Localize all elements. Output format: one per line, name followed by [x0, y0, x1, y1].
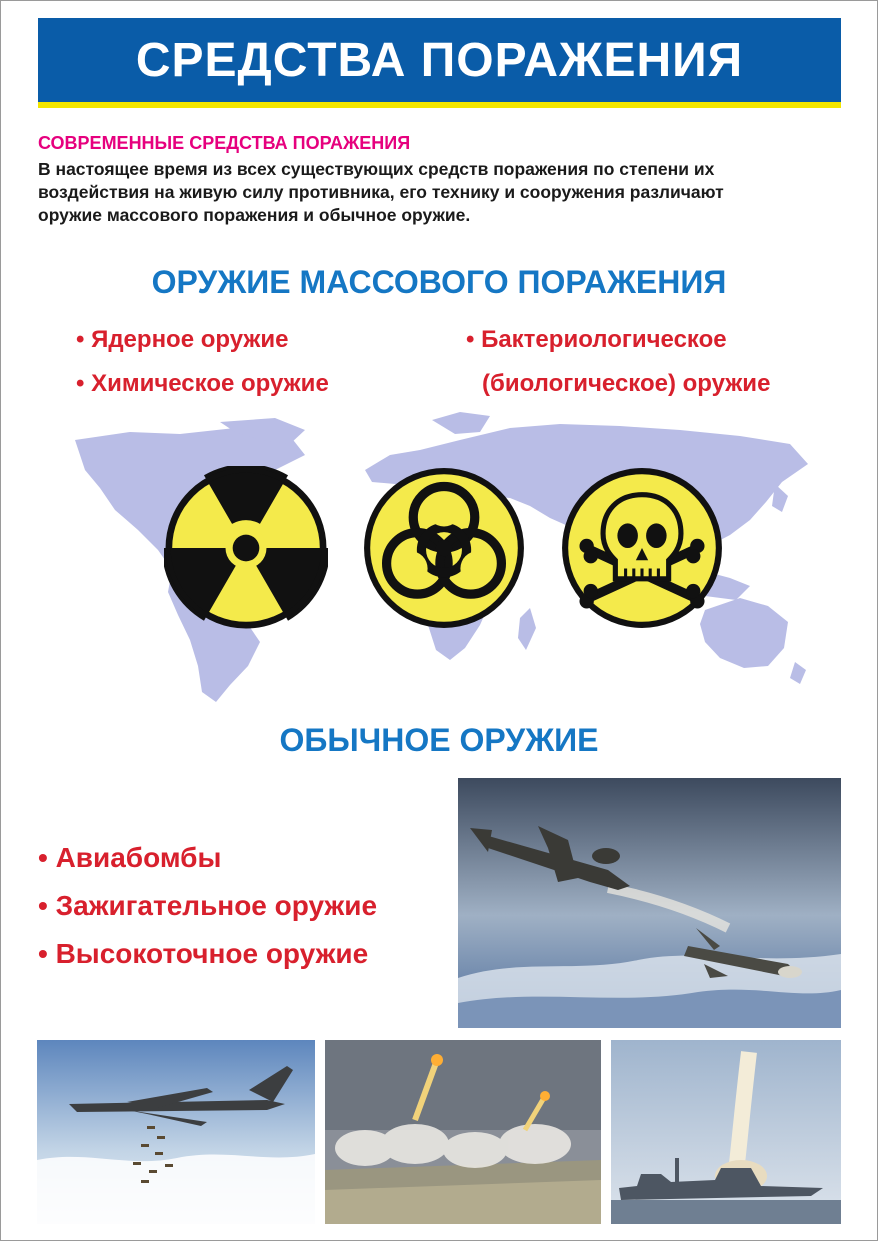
biohazard-icon: [362, 466, 526, 630]
conventional-weapons-title: ОБЫЧНОЕ ОРУЖИЕ: [279, 722, 599, 758]
list-item: • Ядерное оружие: [76, 326, 289, 353]
skull-crossbones-icon: [560, 466, 724, 630]
mass-weapons-list-left: [76, 318, 329, 406]
intro-line: В настоящее время из всех существующих средств поражения по степени их: [38, 159, 715, 179]
list-item: • Авиабомбы: [38, 842, 222, 873]
intro-line: воздействия на живую силу противника, его технику и сооружения различают: [38, 182, 724, 202]
warship-missile-photo: [611, 1040, 841, 1224]
poster-title: СРЕДСТВА ПОРАЖЕНИЯ: [135, 33, 744, 87]
list-item: • Химическое оружие: [76, 370, 329, 397]
aircraft-missile-photo: [458, 778, 841, 1028]
intro-line: оружие массового поражения и обычное оружие.: [38, 205, 471, 225]
intro-text: [38, 158, 843, 227]
bomber-photo: [37, 1040, 315, 1224]
mass-weapons-title: ОРУЖИЕ МАССОВОГО ПОРАЖЕНИЯ: [151, 264, 727, 300]
intro-subtitle: СОВРЕМЕННЫЕ СРЕДСТВА ПОРАЖЕНИЯ: [38, 133, 411, 153]
rocket-launchers-photo: [325, 1040, 601, 1224]
list-item: • Бактериологическое: [466, 326, 727, 353]
poster-header: [38, 18, 841, 108]
list-item: • Высокоточное оружие: [38, 938, 369, 969]
list-item: (биологическое) оружие: [482, 370, 771, 397]
radiation-icon: [164, 466, 328, 630]
list-item: • Зажигательное оружие: [38, 890, 378, 921]
mass-weapons-list-right: [466, 318, 770, 406]
conventional-weapons-list: [38, 834, 377, 978]
